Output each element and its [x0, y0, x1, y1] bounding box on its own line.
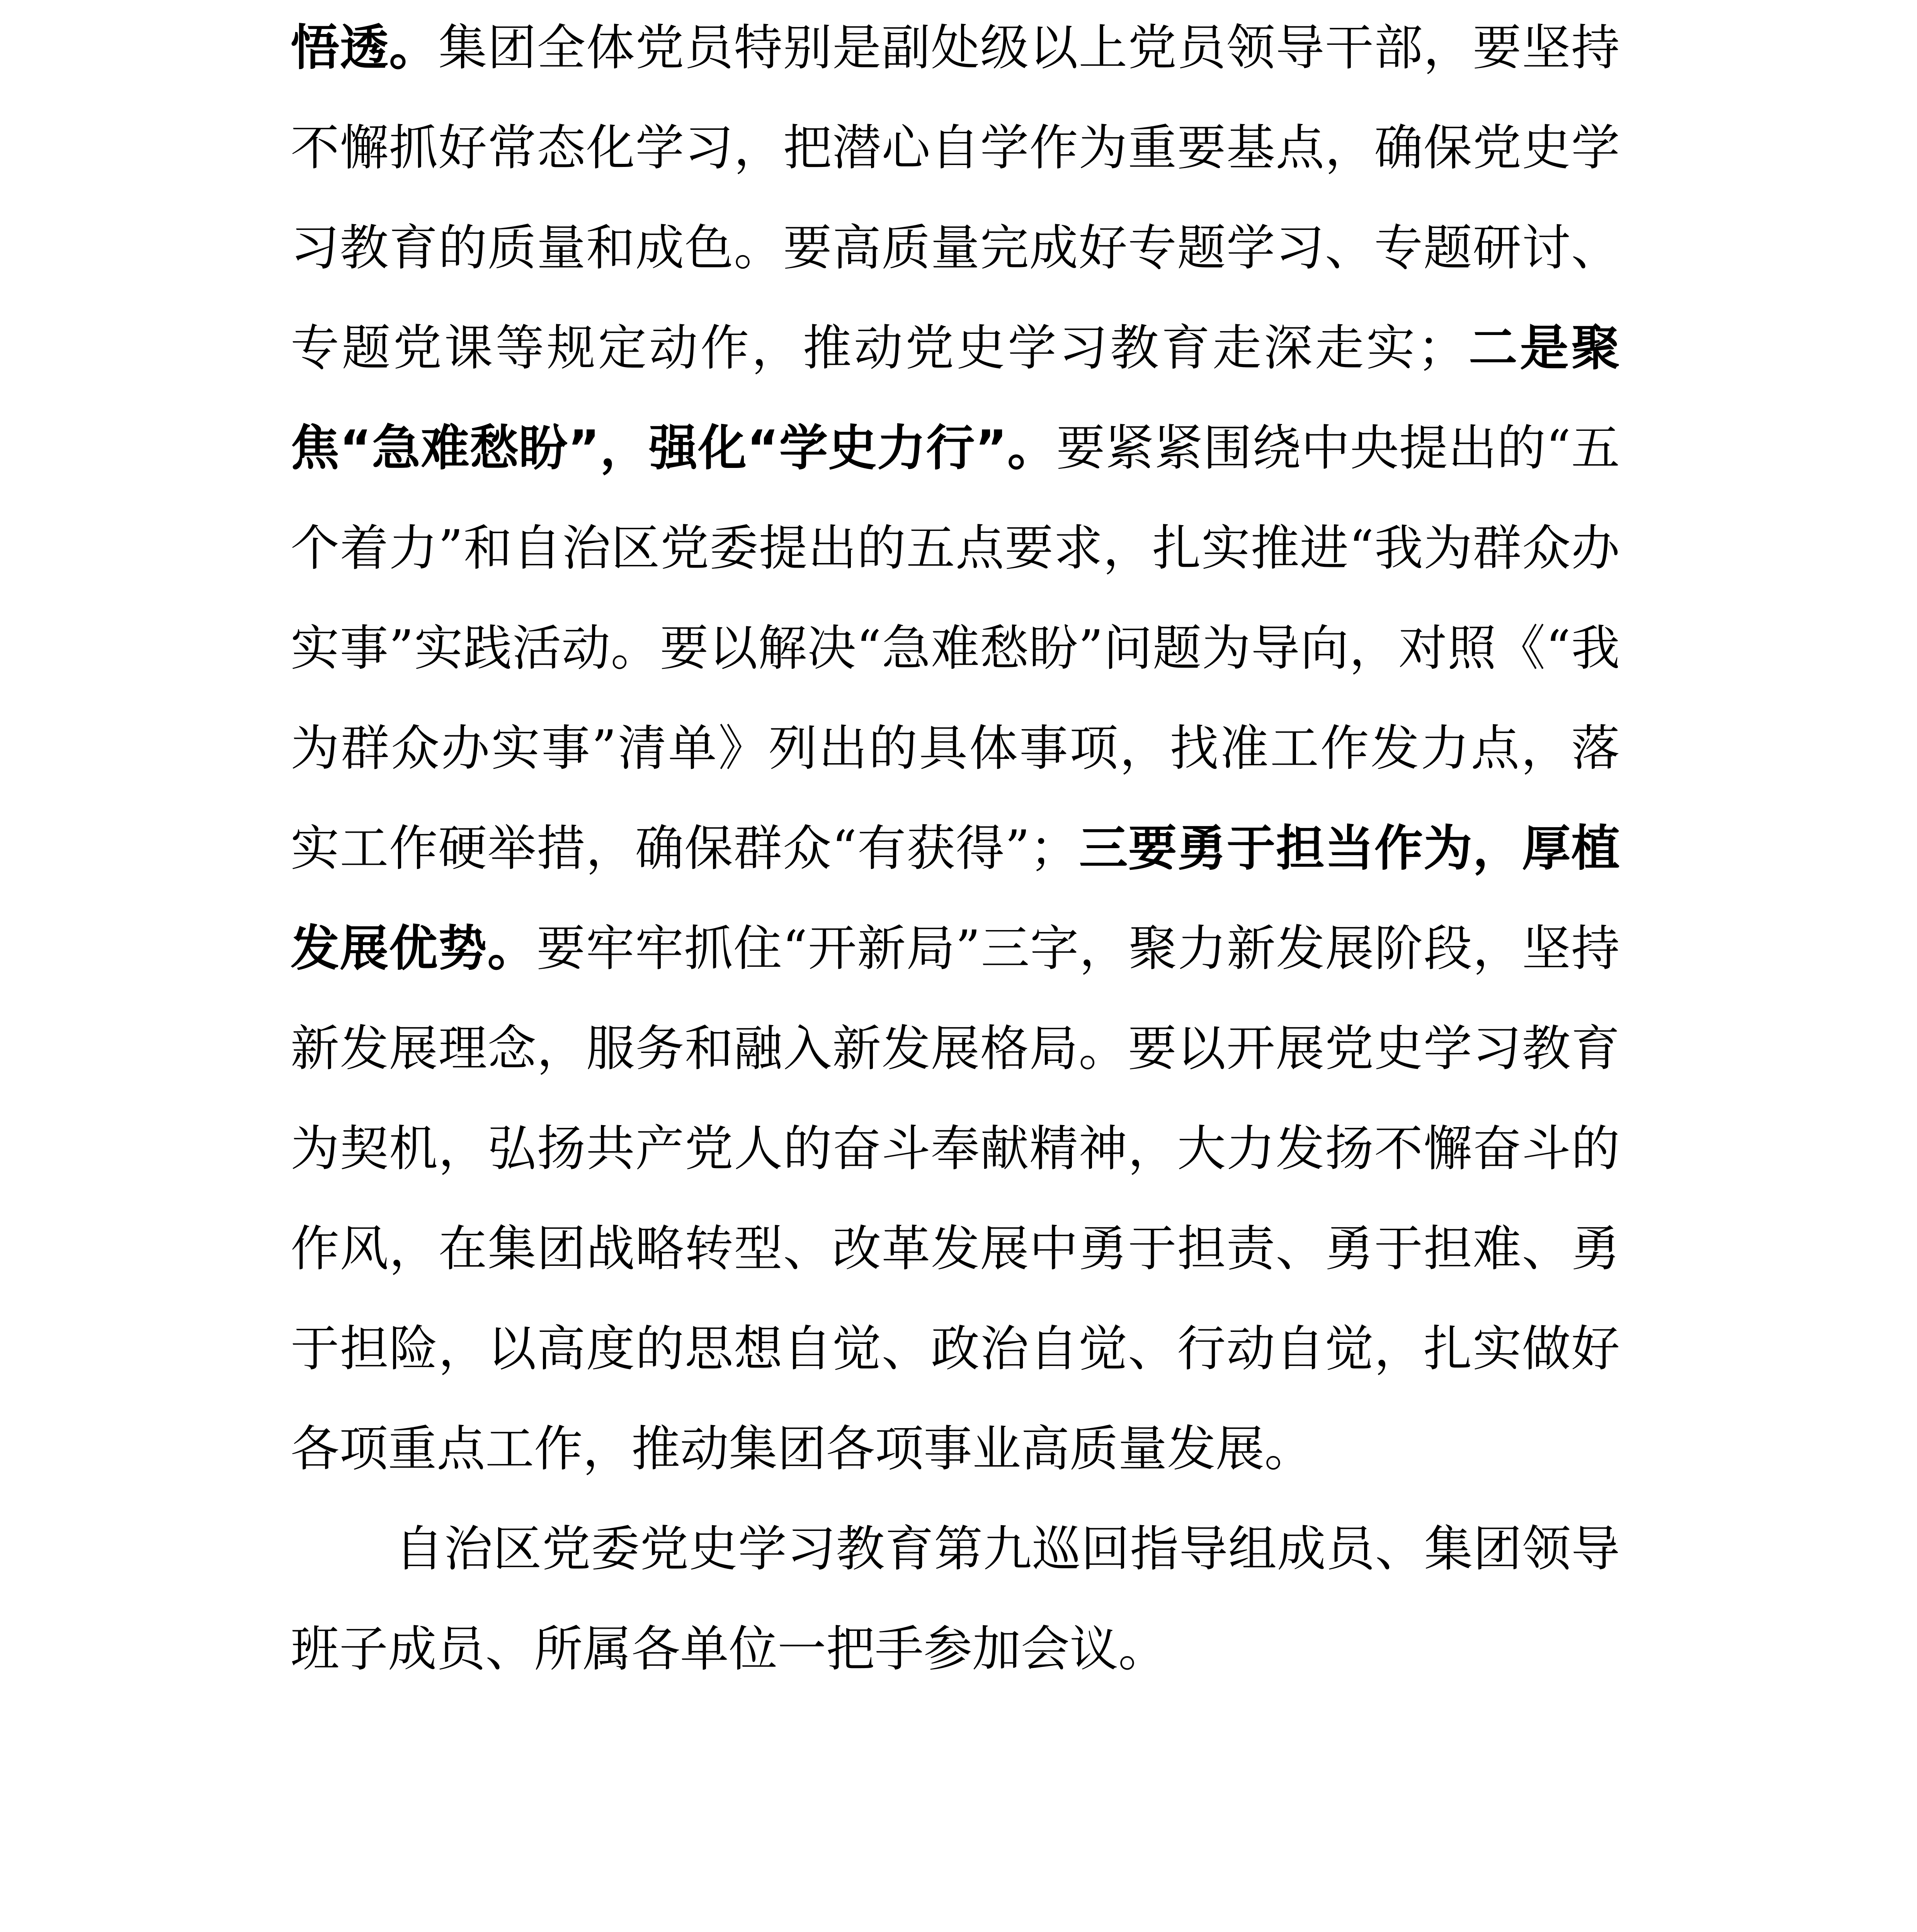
paragraph-study — [291, 0, 1620, 1499]
paragraph-study-body: 集团全体党员特别是副处级以上党员领导干部，要坚持不懈抓好常态化学习，把潜心自学作为重要基点，确保党史学习教育的质量和成色。要高质量完成好专题学习、专题研讨、专题党课等规定动作，推动党史学习教育走深走实； — [291, 19, 1620, 376]
paragraph-practice-lead: 二是聚焦“急难愁盼”，强化“学史力行”。 — [291, 320, 1620, 476]
paragraph-responsibility-body: 要牢牢抓住“开新局”三字，聚力新发展阶段，坚持新发展理念，服务和融入新发展格局。要以开展党史学习教育为契机，弘扬共产党人的奋斗奉献精神，大力发扬不懈奋斗的作风，在集团战略转型、改革发展中勇于担责、勇于担难、勇于担险，以高度的思想自觉、政治自觉、行动自觉，扎实做好各项重点工作，推动集团各项事业高质量发展。 — [291, 920, 1620, 1477]
paragraph-attendees: 自治区党委党史学习教育第九巡回指导组成员、集团领导班子成员、所属各单位一把手参加会议。 — [291, 1520, 1620, 1677]
paragraph-study-lead: 悟透。 — [291, 19, 439, 76]
document-body — [291, 0, 1620, 1699]
paragraph-responsibility-lead: 三要勇于担当作为，厚植发展优势。 — [291, 820, 1620, 977]
paragraph-practice-body: 要紧紧围绕中央提出的“五个着力”和自治区党委提出的五点要求，扎实推进“我为群众办实事”实践活动。要以解决“急难愁盼”问题为导向，对照《“我为群众办实事”清单》列出的具体事项，找准工作发力点，落实工作硬举措，确保群众“有获得”； — [291, 420, 1620, 877]
